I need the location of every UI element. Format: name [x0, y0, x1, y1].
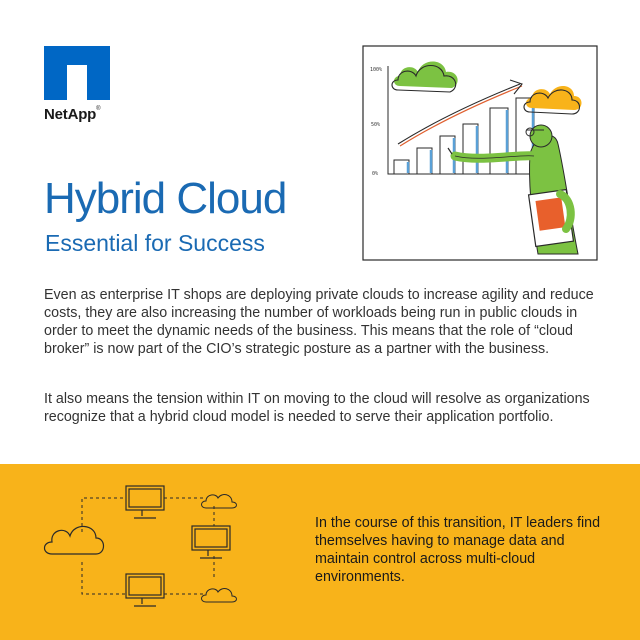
- chart-label-top: 100%: [370, 67, 383, 73]
- monitor-icon: [126, 574, 164, 606]
- chart-label-bottom: 0%: [372, 171, 379, 177]
- brand-name: NetApp: [44, 106, 97, 123]
- netapp-logo-icon: [44, 46, 110, 100]
- body-paragraph-1: Even as enterprise IT shops are deploying private clouds to increase agility and reduce costs, they are also increasing the number of workloads being run in public clouds in order to meet the dynamic needs of the business. This means that the role of “cloud broker” is now part of the CIO’s strategic posture as a partner with the business.: [44, 287, 594, 357]
- cloud-icon: [45, 526, 104, 554]
- logo-wordmark: [44, 106, 116, 123]
- callout-text: In the course of this transition, IT leaders find themselves having to manage data and maintain control across multi-cloud environments.: [315, 515, 601, 585]
- cloud-icon: [202, 589, 237, 602]
- chart-label-mid: 50%: [371, 122, 381, 128]
- monitor-icon: [126, 486, 164, 518]
- multi-cloud-network-diagram: [40, 484, 270, 614]
- bar-5: [490, 108, 508, 174]
- page-title: Hybrid Cloud: [44, 174, 287, 223]
- tablet-icon: [529, 190, 574, 247]
- page-subtitle: Essential for Success: [45, 230, 265, 256]
- body-paragraph-2: It also means the tension within IT on moving to the cloud will resolve as organizations recognize that a hybrid cloud model is needed to serve their application portfolio.: [44, 391, 590, 425]
- monitor-icon: [192, 526, 230, 558]
- cloud-icon: [202, 495, 237, 508]
- netapp-logo: [44, 46, 116, 123]
- trademark-symbol: ®: [96, 106, 101, 112]
- presenter-illustration: [360, 44, 600, 266]
